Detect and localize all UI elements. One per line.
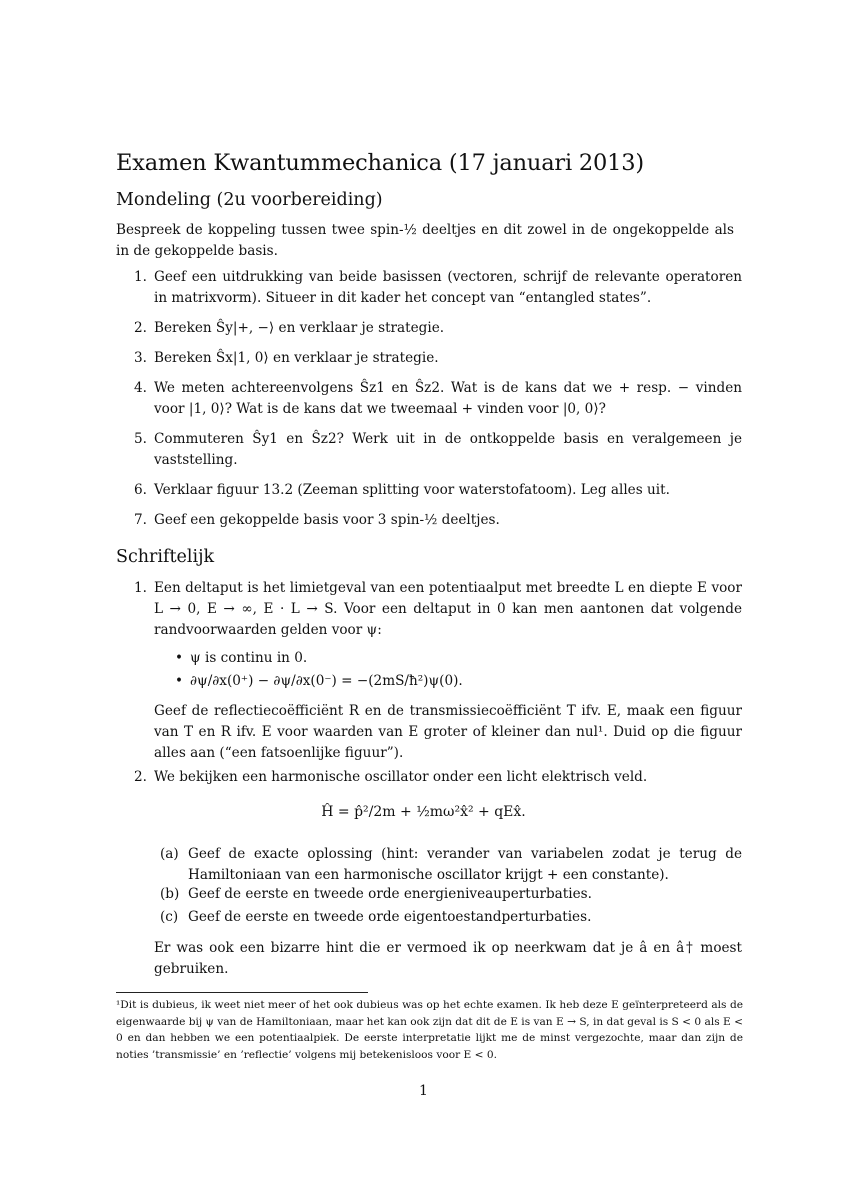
footnote-divider	[116, 992, 368, 993]
oral-intro: Bespreek de koppeling tussen twee spin-½ deeltjes en dit zowel in de ongekoppelde als in de gekoppelde basis.	[116, 222, 734, 259]
page-number: 1	[419, 1083, 428, 1099]
hint-remark: Er was ook een bizarre hint die er vermoed ik op neerkwam dat je â en â† moest gebruiken.	[154, 940, 742, 977]
footnote: ¹Dit is dubieus, ik weet niet meer of het ook dubieus was op het echte examen. Ik heb deze E geïnterpreteerd als de eigenwaarde bij ψ van de Hamiltoniaan, maar het kan ook zijn dat dit de E is van E → S, in dat geval is S < 0 als E < 0 en dan hebben we een potentiaalpiek. De eerste interpretatie lijkt me de minst vergezochte, maar dan zijn de noties ’transmissie’ en ’reflectie’ volgens mij betekenisloos voor E < 0.	[116, 999, 744, 1061]
section-heading-oral: Mondeling (2u voorbereiding)	[116, 190, 383, 210]
written-question-1	[116, 578, 742, 641]
oral-question-2: 2. Bereken Ŝy|+, −⟩ en verklaar je strategie.	[134, 320, 445, 336]
oral-question-6: 6. Verklaar figuur 13.2 (Zeeman splitting voor waterstofatoom). Leg alles uit.	[134, 482, 670, 498]
subquestion-c: (c) Geef de eerste en tweede orde eigentoestandperturbaties.	[160, 909, 592, 925]
subquestion-a: (a) Geef de exacte oplossing (hint: verander van variabelen zodat je terug de Hamiltoniaan van een harmonische oscillator krijgt + een constante).	[160, 846, 742, 883]
hamiltonian-equation: Ĥ = p̂²/2m + ½mω²x̂² + qEx̂.	[321, 804, 526, 820]
oral-question-5: 5. Commuteren Ŝy1 en Ŝz2? Werk uit in de ontkoppelde basis en veralgemeen je vaststelling.	[134, 431, 742, 468]
subquestion-b: (b) Geef de eerste en tweede orde energieniveauperturbaties.	[160, 886, 592, 902]
document-title: Examen Kwantummechanica (17 januari 2013)	[116, 150, 644, 176]
oral-question-list	[116, 267, 742, 531]
written-question-1-task: Geef de reflectiecoëfficiënt R en de transmissiecoëfficiënt T ifv. E, maak een figuur van T en R ifv. E voor waarden van E groter of kleiner dan nul¹. Duid op die figuur alles aan (“een fatsoenlijke figuur”).	[154, 703, 742, 761]
section-heading-written: Schriftelijk	[116, 547, 215, 567]
written-question-1-text: 1. Een deltaput is het limietgeval van een potentiaalput met breedte L en diepte E voor L → 0, E → ∞, E · L → S. Voor een deltaput in 0 kan men aantonen dat volgende randvoorwaarden gelden voor ψ:	[134, 580, 742, 638]
oral-question-7: 7. Geef een gekoppelde basis voor 3 spin-½ deeltjes.	[134, 512, 500, 528]
written-question-2-text: 2. We bekijken een harmonische oscillator onder een licht elektrisch veld.	[134, 769, 648, 785]
oral-question-3: 3. Bereken Ŝx|1, 0⟩ en verklaar je strategie.	[134, 350, 439, 366]
boundary-condition-1: • ψ is continu in 0.	[175, 650, 308, 666]
oral-question-1: 1. Geef een uitdrukking van beide basissen (vectoren, schrijf de relevante operatoren in matrixvorm). Situeer in dit kader het concept van “entangled states”.	[134, 269, 742, 306]
boundary-condition-2: • ∂ψ/∂x(0⁺) − ∂ψ/∂x(0⁻) = −(2mS/ħ²)ψ(0).	[175, 673, 463, 689]
oral-question-4: 4. We meten achtereenvolgens Ŝz1 en Ŝz2. Wat is de kans dat we + resp. − vinden voor |1, 0⟩? Wat is de kans dat we tweemaal + vinden voor |0, 0⟩?	[134, 380, 742, 417]
written-question-2	[116, 767, 742, 788]
